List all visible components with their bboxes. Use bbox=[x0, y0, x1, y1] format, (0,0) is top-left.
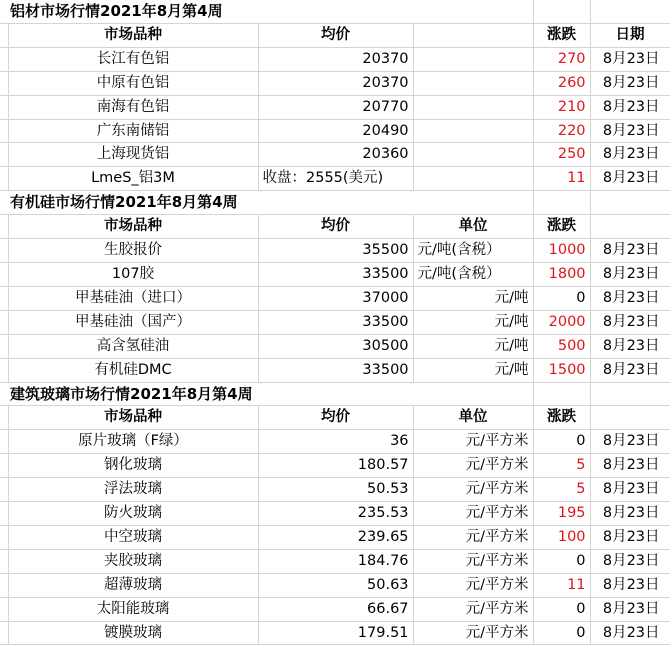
unit: 元/平方米 bbox=[413, 573, 533, 597]
empty-cell bbox=[0, 525, 8, 549]
unit: 元/平方米 bbox=[413, 597, 533, 621]
date: 8月23日 bbox=[590, 71, 670, 95]
header-item: 市场品种 bbox=[8, 215, 258, 239]
empty-cell bbox=[0, 95, 8, 119]
unit bbox=[413, 167, 533, 191]
price-change: 11 bbox=[533, 573, 590, 597]
unit: 元/平方米 bbox=[413, 430, 533, 454]
table-row bbox=[0, 454, 670, 478]
price-change: 1000 bbox=[533, 239, 590, 263]
header-row bbox=[0, 406, 670, 430]
item-name: 生胶报价 bbox=[8, 239, 258, 263]
unit bbox=[413, 119, 533, 143]
unit: 元/平方米 bbox=[413, 502, 533, 526]
table-row bbox=[0, 286, 670, 310]
item-name: 上海现货铝 bbox=[8, 143, 258, 167]
table-row bbox=[0, 478, 670, 502]
table-row bbox=[0, 310, 670, 334]
date: 8月23日 bbox=[590, 430, 670, 454]
header-change: 涨跌 bbox=[533, 23, 590, 47]
item-name: 甲基硅油（国产） bbox=[8, 310, 258, 334]
empty-cell bbox=[0, 621, 8, 645]
empty-cell bbox=[413, 382, 533, 406]
section-title: 建筑玻璃市场行情2021年8月第4周 bbox=[0, 382, 413, 406]
date: 8月23日 bbox=[590, 95, 670, 119]
table-row bbox=[0, 621, 670, 645]
empty-cell bbox=[0, 47, 8, 71]
avg-price: 20770 bbox=[258, 95, 413, 119]
header-row bbox=[0, 215, 670, 239]
price-change: 500 bbox=[533, 334, 590, 358]
empty-cell bbox=[413, 191, 533, 215]
unit: 元/平方米 bbox=[413, 525, 533, 549]
price-change: 270 bbox=[533, 47, 590, 71]
empty-cell bbox=[590, 382, 670, 406]
date: 8月23日 bbox=[590, 525, 670, 549]
price-change: 210 bbox=[533, 95, 590, 119]
avg-price: 184.76 bbox=[258, 549, 413, 573]
empty-cell bbox=[0, 143, 8, 167]
section-title-row bbox=[0, 191, 670, 215]
item-name: 中空玻璃 bbox=[8, 525, 258, 549]
price-change: 0 bbox=[533, 430, 590, 454]
table-row bbox=[0, 143, 670, 167]
price-change: 0 bbox=[533, 286, 590, 310]
avg-price: 35500 bbox=[258, 239, 413, 263]
empty-cell bbox=[413, 0, 533, 23]
empty-cell bbox=[0, 454, 8, 478]
avg-price: 收盘：2555(美元) bbox=[258, 167, 413, 191]
unit: 元/平方米 bbox=[413, 454, 533, 478]
date: 8月23日 bbox=[590, 334, 670, 358]
empty-cell bbox=[0, 478, 8, 502]
table-row bbox=[0, 549, 670, 573]
unit bbox=[413, 143, 533, 167]
empty-cell bbox=[0, 597, 8, 621]
unit: 元/吨(含税） bbox=[413, 262, 533, 286]
unit: 元/平方米 bbox=[413, 549, 533, 573]
table-row bbox=[0, 262, 670, 286]
header-date bbox=[590, 215, 670, 239]
header-date bbox=[590, 406, 670, 430]
price-change: 0 bbox=[533, 549, 590, 573]
price-change: 250 bbox=[533, 143, 590, 167]
table-row bbox=[0, 239, 670, 263]
price-change: 5 bbox=[533, 454, 590, 478]
price-change: 220 bbox=[533, 119, 590, 143]
table-row bbox=[0, 167, 670, 191]
empty-cell bbox=[0, 167, 8, 191]
empty-cell bbox=[533, 0, 590, 23]
avg-price: 235.53 bbox=[258, 502, 413, 526]
price-change: 1800 bbox=[533, 262, 590, 286]
unit: 元/平方米 bbox=[413, 478, 533, 502]
avg-price: 239.65 bbox=[258, 525, 413, 549]
price-change: 0 bbox=[533, 621, 590, 645]
unit: 元/吨 bbox=[413, 286, 533, 310]
avg-price: 50.63 bbox=[258, 573, 413, 597]
empty-cell bbox=[0, 310, 8, 334]
header-change: 涨跌 bbox=[533, 406, 590, 430]
item-name: 中原有色铝 bbox=[8, 71, 258, 95]
item-name: 太阳能玻璃 bbox=[8, 597, 258, 621]
empty-cell bbox=[0, 549, 8, 573]
item-name: 原片玻璃（F绿） bbox=[8, 430, 258, 454]
item-name: 钢化玻璃 bbox=[8, 454, 258, 478]
item-name: 浮法玻璃 bbox=[8, 478, 258, 502]
empty-cell bbox=[0, 358, 8, 382]
item-name: 防火玻璃 bbox=[8, 502, 258, 526]
empty-cell bbox=[590, 191, 670, 215]
item-name: LmeS_铝3M bbox=[8, 167, 258, 191]
date: 8月23日 bbox=[590, 239, 670, 263]
date: 8月23日 bbox=[590, 47, 670, 71]
header-change: 涨跌 bbox=[533, 215, 590, 239]
unit: 元/平方米 bbox=[413, 621, 533, 645]
unit bbox=[413, 95, 533, 119]
date: 8月23日 bbox=[590, 454, 670, 478]
empty-cell bbox=[0, 71, 8, 95]
date: 8月23日 bbox=[590, 549, 670, 573]
unit: 元/吨 bbox=[413, 334, 533, 358]
avg-price: 20370 bbox=[258, 47, 413, 71]
item-name: 南海有色铝 bbox=[8, 95, 258, 119]
date: 8月23日 bbox=[590, 167, 670, 191]
item-name: 广东南储铝 bbox=[8, 119, 258, 143]
unit bbox=[413, 71, 533, 95]
section-title-row bbox=[0, 0, 670, 23]
item-name: 镀膜玻璃 bbox=[8, 621, 258, 645]
empty-cell bbox=[0, 262, 8, 286]
avg-price: 20370 bbox=[258, 71, 413, 95]
price-change: 11 bbox=[533, 167, 590, 191]
date: 8月23日 bbox=[590, 358, 670, 382]
empty-cell bbox=[0, 239, 8, 263]
avg-price: 37000 bbox=[258, 286, 413, 310]
empty-cell bbox=[533, 191, 590, 215]
table-row bbox=[0, 95, 670, 119]
date: 8月23日 bbox=[590, 119, 670, 143]
date: 8月23日 bbox=[590, 262, 670, 286]
empty-cell bbox=[0, 334, 8, 358]
empty-cell bbox=[0, 573, 8, 597]
item-name: 超薄玻璃 bbox=[8, 573, 258, 597]
item-name: 甲基硅油（进口） bbox=[8, 286, 258, 310]
item-name: 107胶 bbox=[8, 262, 258, 286]
table-row bbox=[0, 430, 670, 454]
header-row bbox=[0, 23, 670, 47]
header-price: 均价 bbox=[258, 406, 413, 430]
item-name: 夹胶玻璃 bbox=[8, 549, 258, 573]
avg-price: 33500 bbox=[258, 358, 413, 382]
price-change: 1500 bbox=[533, 358, 590, 382]
date: 8月23日 bbox=[590, 621, 670, 645]
empty-cell bbox=[0, 215, 8, 239]
empty-cell bbox=[0, 286, 8, 310]
item-name: 高含氢硅油 bbox=[8, 334, 258, 358]
empty-cell bbox=[0, 406, 8, 430]
price-change: 0 bbox=[533, 597, 590, 621]
item-name: 有机硅DMC bbox=[8, 358, 258, 382]
header-price: 均价 bbox=[258, 215, 413, 239]
date: 8月23日 bbox=[590, 597, 670, 621]
item-name: 长江有色铝 bbox=[8, 47, 258, 71]
price-change: 5 bbox=[533, 478, 590, 502]
section-title: 有机硅市场行情2021年8月第4周 bbox=[0, 191, 413, 215]
avg-price: 180.57 bbox=[258, 454, 413, 478]
avg-price: 33500 bbox=[258, 310, 413, 334]
date: 8月23日 bbox=[590, 502, 670, 526]
empty-cell bbox=[0, 502, 8, 526]
empty-cell bbox=[0, 430, 8, 454]
header-unit bbox=[413, 23, 533, 47]
avg-price: 20360 bbox=[258, 143, 413, 167]
date: 8月23日 bbox=[590, 286, 670, 310]
price-change: 2000 bbox=[533, 310, 590, 334]
section-title: 铝材市场行情2021年8月第4周 bbox=[0, 0, 413, 23]
table-row bbox=[0, 47, 670, 71]
header-unit: 单位 bbox=[413, 215, 533, 239]
date: 8月23日 bbox=[590, 478, 670, 502]
header-price: 均价 bbox=[258, 23, 413, 47]
table-row bbox=[0, 597, 670, 621]
date: 8月23日 bbox=[590, 573, 670, 597]
empty-cell bbox=[533, 382, 590, 406]
section-title-row bbox=[0, 382, 670, 406]
avg-price: 66.67 bbox=[258, 597, 413, 621]
date: 8月23日 bbox=[590, 310, 670, 334]
avg-price: 20490 bbox=[258, 119, 413, 143]
header-unit: 单位 bbox=[413, 406, 533, 430]
avg-price: 179.51 bbox=[258, 621, 413, 645]
table-row bbox=[0, 573, 670, 597]
table-row bbox=[0, 358, 670, 382]
table-row bbox=[0, 334, 670, 358]
avg-price: 30500 bbox=[258, 334, 413, 358]
avg-price: 33500 bbox=[258, 262, 413, 286]
price-change: 195 bbox=[533, 502, 590, 526]
avg-price: 36 bbox=[258, 430, 413, 454]
header-item: 市场品种 bbox=[8, 406, 258, 430]
table-row bbox=[0, 525, 670, 549]
unit: 元/吨(含税） bbox=[413, 239, 533, 263]
empty-cell bbox=[0, 119, 8, 143]
unit: 元/吨 bbox=[413, 310, 533, 334]
date: 8月23日 bbox=[590, 143, 670, 167]
price-change: 260 bbox=[533, 71, 590, 95]
table-row bbox=[0, 71, 670, 95]
price-change: 100 bbox=[533, 525, 590, 549]
empty-cell bbox=[0, 23, 8, 47]
avg-price: 50.53 bbox=[258, 478, 413, 502]
unit bbox=[413, 47, 533, 71]
empty-cell bbox=[590, 0, 670, 23]
unit: 元/吨 bbox=[413, 358, 533, 382]
header-date: 日期 bbox=[590, 23, 670, 47]
header-item: 市场品种 bbox=[8, 23, 258, 47]
table-row bbox=[0, 119, 670, 143]
table-row bbox=[0, 502, 670, 526]
